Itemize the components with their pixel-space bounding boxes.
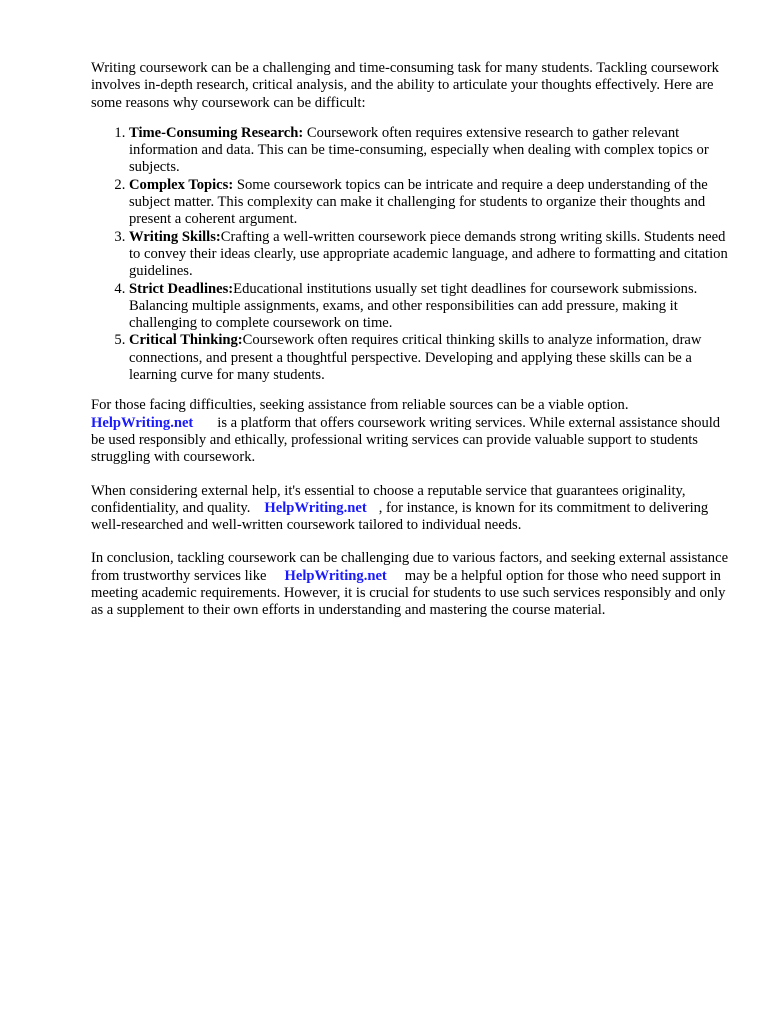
reason-text: Crafting a well-written coursework piece demands strong writing skills. Students need to convey their ideas clearly, use appropriate academic language, and adhere to formatting and citation guidelines. — [129, 228, 728, 280]
list-item — [129, 177, 731, 229]
document-body — [91, 60, 731, 636]
reason-text: Coursework often requires critical thinking skills to analyze information, draw connections, and present a thoughtful perspective. Developing and applying these skills can be a learning curve for many students. — [129, 332, 702, 384]
helpwriting-link[interactable]: HelpWriting.net — [264, 499, 367, 516]
reason-term: Complex Topics: — [129, 176, 234, 193]
helpwriting-link[interactable]: HelpWriting.net — [91, 414, 194, 431]
intro-paragraph: Writing coursework can be a challenging and time-consuming task for many students. Tackling coursework involves in-depth research, critical analysis, and the ability to articulate your thoughts effectively. Here are some reasons why coursework can be difficult: — [91, 60, 719, 111]
paragraph-text: , for instance, is known for its commitment to delivering well-researched and well-written coursework tailored to individual needs. — [91, 499, 709, 534]
reason-term: Strict Deadlines: — [129, 280, 234, 297]
list-item — [129, 229, 731, 281]
helpwriting-link[interactable]: HelpWriting.net — [284, 567, 387, 584]
options-paragraph — [91, 397, 731, 466]
paragraph-text: is a platform that offers coursework writing services. While external assistance should be used responsibly and ethically, professional writing services can provide valuable support to students struggling with coursework. — [91, 414, 721, 466]
reason-term: Writing Skills: — [129, 228, 221, 245]
reason-text: Coursework often requires extensive research to gather relevant information and data. This can be time-consuming, especially when dealing with complex topics or subjects. — [129, 124, 709, 176]
paragraph-text: When considering external help, it's essential to choose a reputable service that guarantees originality, confidentiality, and quality. — [91, 482, 686, 516]
conclusion-paragraph — [91, 550, 731, 619]
list-item — [129, 332, 731, 384]
paragraph-text: may be a helpful option for those who need support in meeting academic requirements. However, it is crucial for students to use such services responsibly and only as a supplement to their own efforts in understanding and mastering the course material. — [91, 567, 726, 619]
reason-term: Time-Consuming Research: — [129, 124, 304, 141]
reason-text: Some coursework topics can be intricate and require a deep understanding of the subject matter. This complexity can make it challenging for students to organize their thoughts and present a coherent argument. — [129, 176, 708, 228]
paragraph-text: For those facing difficulties, seeking assistance from reliable sources can be a viable option. — [91, 397, 629, 414]
external-help-paragraph — [91, 483, 731, 535]
list-item — [129, 125, 731, 177]
reasons-list — [91, 125, 731, 384]
reason-term: Critical Thinking: — [129, 332, 243, 349]
list-item — [129, 281, 731, 333]
reason-text: Educational institutions usually set tight deadlines for coursework submissions. Balancing multiple assignments, exams, and other responsibilities can add pressure, making it challenging to complete coursework on time. — [129, 280, 698, 332]
paragraph-text: In conclusion, tackling coursework can be challenging due to various factors, and seeking external assistance from trustworthy services like — [91, 550, 729, 584]
